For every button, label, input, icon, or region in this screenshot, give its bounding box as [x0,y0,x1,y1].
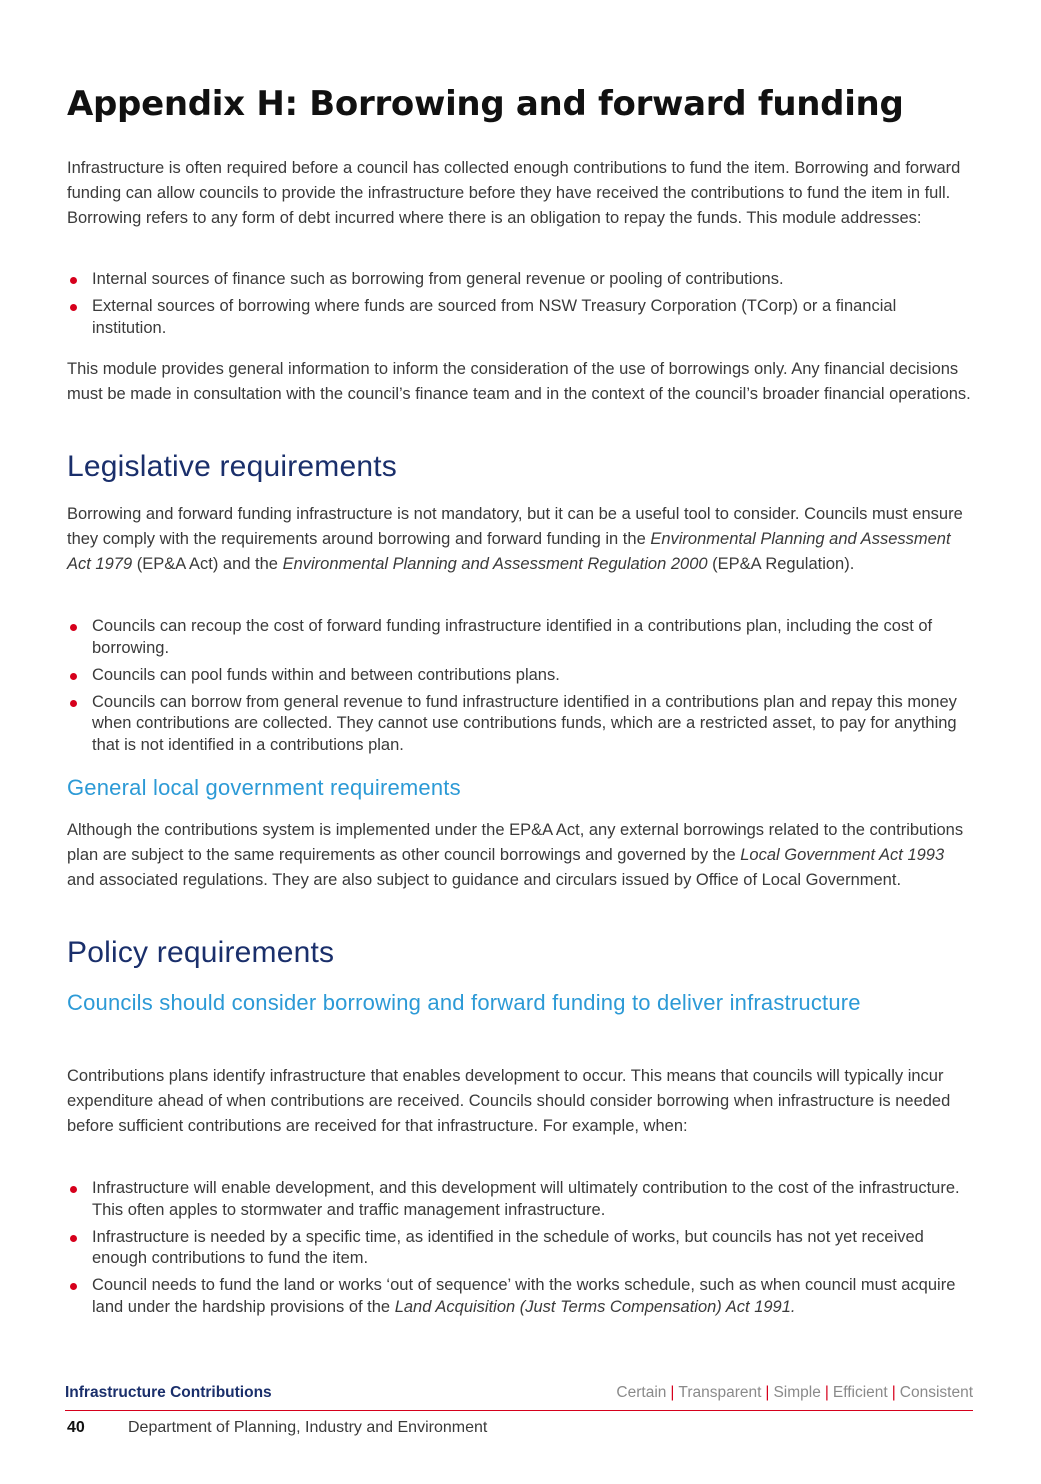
policy-subheading: Councils should consider borrowing and forward funding to deliver infrastructure [67,990,861,1015]
list-item-text: Infrastructure is needed by a specific time, as identified in the schedule of works, but councils has not yet received enough contributions to fund the item. [92,1227,924,1267]
act-name: Land Acquisition (Just Terms Compensation) Act 1991. [394,1297,796,1316]
footer-publication-title: Infrastructure Contributions [65,1384,272,1401]
list-item-text: External sources of borrowing where funds are sourced from NSW Treasury Corporation (TCorp) or a financial institution. [92,297,897,337]
policy-heading: Policy requirements [67,936,335,969]
list-item [67,269,975,291]
footer-separator: | [891,1384,896,1401]
page-title: Appendix H: Borrowing and forward funding [67,84,904,124]
legislative-heading: Legislative requirements [67,450,397,483]
bullet-icon [70,277,77,284]
legislative-paragraph: Borrowing and forward funding infrastructure is not mandatory, but it can be a useful tool to consider. Councils must ensure they comply with the requirements around borrowing and forward funding in the Environmental Planning and Assessment Act 1979 (EP&A Act) and the Environmental Planning and Assessment Regulation 2000 (EP&A Regulation). [67,505,963,573]
policy-bullets [67,1178,975,1324]
footer-separator: | [670,1384,675,1401]
bullet-icon [70,624,77,631]
list-item [67,1178,975,1221]
policy-paragraph: Contributions plans identify infrastructure that enables development to occur. This means that councils will typically incur expenditure ahead of when contributions are received. Councils should consider borrowing when infrastructure is needed before sufficient contributions are received for that infrastructure. For example, when: [67,1067,951,1135]
regulation-name: Environmental Planning and Assessment Regulation 2000 [282,555,708,573]
bullet-icon [70,1235,77,1242]
bullet-icon [70,700,77,707]
footer-divider [65,1410,973,1411]
intro-closing [67,357,975,407]
list-item [67,296,975,339]
footer-value: Certain [616,1384,667,1401]
list-item [67,1227,975,1270]
intro-bullets [67,269,975,345]
list-item [67,665,975,687]
list-item-text: Internal sources of finance such as borrowing from general revenue or pooling of contributions. [92,270,784,288]
list-item [67,616,975,659]
list-item-text: Councils can recoup the cost of forward funding infrastructure identified in a contributions plan, including the cost of borrowing. [92,617,933,657]
intro-closing-paragraph: This module provides general information to inform the consideration of the use of borrowings only. Any financial decisions must be made in consultation with the council’s finance team and in the context of the council’s broader financial operations. [67,360,971,403]
policy-section [67,1064,975,1139]
footer-value: Simple [773,1384,821,1401]
bullet-icon [70,1186,77,1193]
legislative-bullets [67,616,975,762]
footer-value: Transparent [678,1384,762,1401]
intro-section [67,156,975,231]
list-item-text: Infrastructure will enable development, and this development will ultimately contribution to the cost of the infrastructure. This often apples to stormwater and traffic management infrastructure. [92,1179,960,1219]
list-item [67,1275,975,1318]
act-name: Environmental Planning and Assessment Act 1979 [67,530,951,573]
list-item-text: Councils can borrow from general revenue to fund infrastructure identified in a contributions plan and repay this money when contributions are collected. They cannot use contributions funds, which are a restricted asset, to pay for anything that is not identified in a contributions plan. [92,692,957,754]
department-name: Department of Planning, Industry and Environment [128,1419,488,1436]
list-item-text: Council needs to fund the land or works ‘out of sequence’ with the works schedule, such as when council must acquire land under the hardship provisions of the [92,1276,956,1316]
bullet-icon [70,673,77,680]
footer-value: Efficient [832,1384,888,1401]
list-item-text: Councils can pool funds within and between contributions plans. [92,665,560,684]
footer-values [616,1384,973,1402]
footer-separator: | [824,1384,829,1401]
general-local-section [67,818,975,893]
legislative-section [67,502,975,577]
page-number: 40 [67,1419,85,1436]
bullet-icon [70,304,77,311]
footer-separator: | [765,1384,770,1401]
intro-paragraph: Infrastructure is often required before a council has collected enough contributions to fund the item. Borrowing and forward funding can allow councils to provide the infrastructure before they have received the contributions to fund the item in full. Borrowing refers to any form of debt incurred where there is an obligation to repay the funds. This module addresses: [67,159,961,227]
list-item [67,692,975,757]
general-local-paragraph: Although the contributions system is implemented under the EP&A Act, any external borrowings related to the contributions plan are subject to the same requirements as other council borrowings and governed by the Local Government Act 1993 and associated regulations. They are also subject to guidance and circulars issued by Office of Local Government. [67,821,964,889]
footer-value: Consistent [899,1384,973,1401]
act-name: Local Government Act 1993 [740,846,945,864]
bullet-icon [70,1283,77,1290]
general-local-heading: General local government requirements [67,775,461,800]
